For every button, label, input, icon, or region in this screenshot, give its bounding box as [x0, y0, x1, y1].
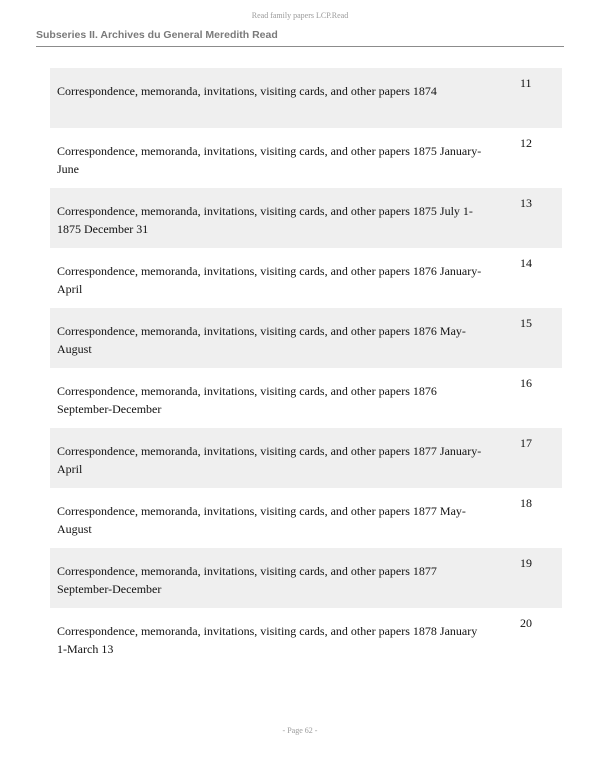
section-title: Subseries II. Archives du General Meredith Read [36, 29, 278, 41]
item-description: Correspondence, memoranda, invitations, visiting cards, and other papers 1878 January 1-March 13 [57, 624, 478, 656]
item-description: Correspondence, memoranda, invitations, visiting cards, and other papers 1875 July 1-1875 December 31 [57, 204, 473, 236]
container-number: 19 [520, 556, 532, 570]
container-number: 13 [520, 196, 532, 210]
container-list [50, 68, 562, 668]
list-item [50, 368, 562, 428]
item-description: Correspondence, memoranda, invitations, visiting cards, and other papers 1876 January-April [57, 264, 482, 296]
list-item [50, 248, 562, 308]
container-number: 18 [520, 496, 532, 510]
running-header: Read family papers LCP.Read [251, 11, 349, 20]
list-item [50, 608, 562, 668]
list-item [50, 428, 562, 488]
list-item [50, 128, 562, 188]
list-item [50, 68, 562, 128]
container-number: 17 [520, 436, 532, 450]
item-description: Correspondence, memoranda, invitations, visiting cards, and other papers 1877 January-April [57, 444, 482, 476]
list-item [50, 548, 562, 608]
container-number: 16 [520, 376, 532, 390]
item-description: Correspondence, memoranda, invitations, visiting cards, and other papers 1877 September-December [57, 564, 437, 596]
item-description: Correspondence, memoranda, invitations, visiting cards, and other papers 1876 May-August [57, 324, 466, 356]
container-number: 15 [520, 316, 532, 330]
item-description: Correspondence, memoranda, invitations, visiting cards, and other papers 1874 [57, 84, 437, 98]
title-divider [36, 46, 564, 47]
page-number: - Page 62 - [282, 726, 318, 735]
container-number: 11 [520, 76, 532, 90]
item-description: Correspondence, memoranda, invitations, visiting cards, and other papers 1876 September-December [57, 384, 437, 416]
list-item [50, 188, 562, 248]
item-description: Correspondence, memoranda, invitations, visiting cards, and other papers 1875 January-June [57, 144, 482, 176]
container-number: 14 [520, 256, 532, 270]
item-description: Correspondence, memoranda, invitations, visiting cards, and other papers 1877 May-August [57, 504, 466, 536]
list-item [50, 488, 562, 548]
container-number: 12 [520, 136, 532, 150]
list-item [50, 308, 562, 368]
container-number: 20 [520, 616, 532, 630]
